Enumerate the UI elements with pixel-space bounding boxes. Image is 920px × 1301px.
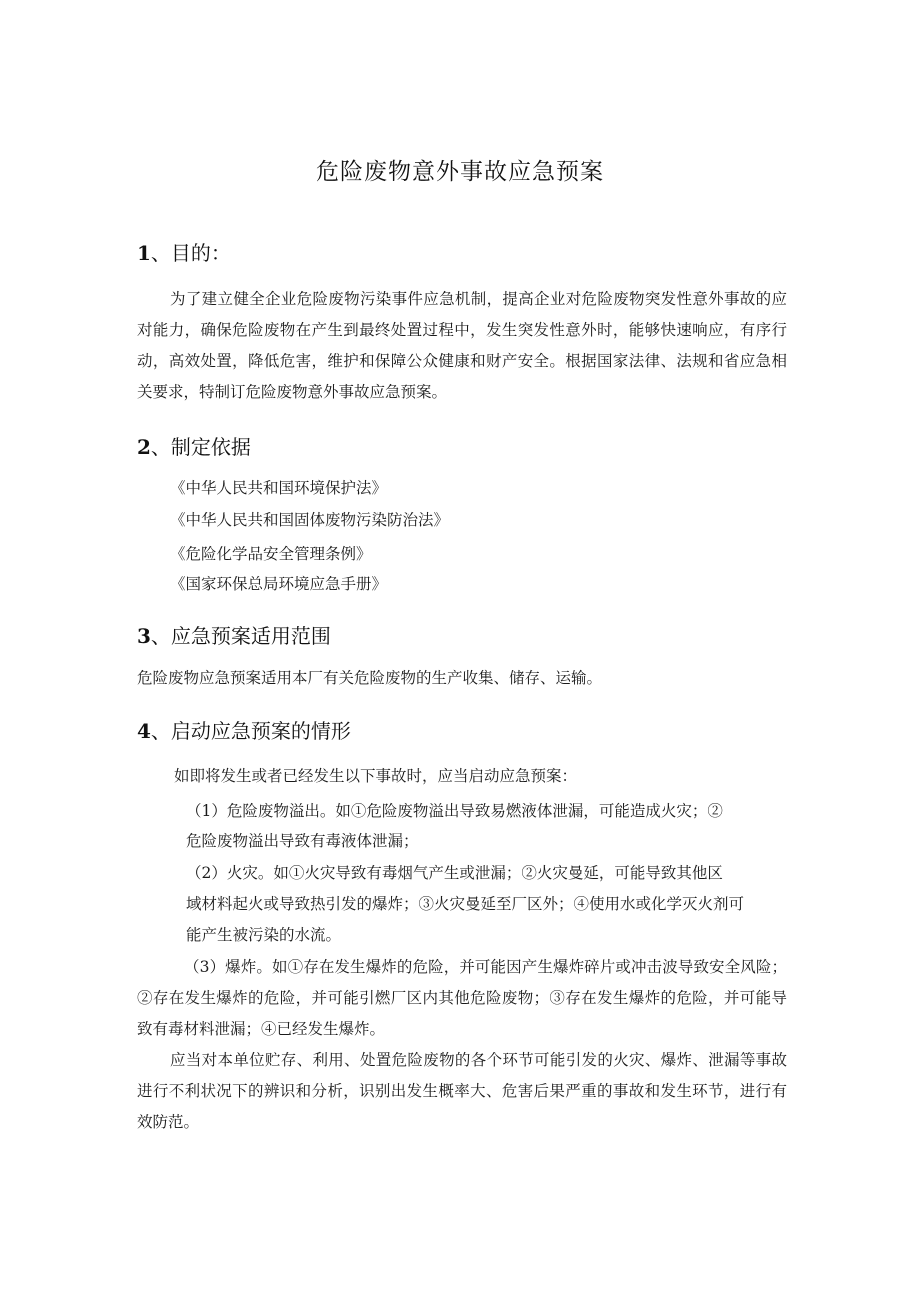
section-2-heading <box>137 431 251 460</box>
section-2-number: 2 <box>137 435 151 459</box>
basis-item-1: 《中华人民共和国环境保护法》 <box>170 479 388 497</box>
section-1-number: 1 <box>137 241 151 265</box>
section-1-heading <box>137 237 231 266</box>
basis-item-3: 《危险化学品安全管理条例》 <box>170 545 372 563</box>
section-3-heading <box>137 620 331 649</box>
section-4-number: 4 <box>137 719 151 743</box>
section-1-title: 目的： <box>170 241 231 265</box>
case-3-paragraph: （3）爆炸。如①存在发生爆炸的危险，并可能因产生爆炸碎片或冲击波导致安全风险；②存在发生爆炸的危险，并可能引燃厂区内其他危险废物；③存在发生爆炸的危险，并可能导致有毒材料泄漏；④已经发生爆炸。 <box>137 958 787 1038</box>
section-4-title: 启动应急预案的情形 <box>170 719 351 743</box>
section-4-closing: 应当对本单位贮存、利用、处置危险废物的各个环节可能引发的火灾、爆炸、泄漏等事故进行不利状况下的辨识和分析，识别出发生概率大、危害后果严重的事故和发生环节，进行有效防范。 <box>137 1051 787 1131</box>
basis-item-2: 《中华人民共和国固体废物污染防治法》 <box>170 511 450 529</box>
section-3-title: 应急预案适用范围 <box>170 624 331 648</box>
case-2-line-3: 能产生被污染的水流。 <box>186 926 342 944</box>
section-4-intro: 如即将发生或者已经发生以下事故时，应当启动应急预案： <box>174 767 578 785</box>
section-2-sep: 、 <box>150 435 171 459</box>
section-4-sep: 、 <box>150 719 171 743</box>
section-3-number: 3 <box>137 624 151 648</box>
section-2-title: 制定依据 <box>170 435 251 459</box>
case-1-line-2: 危险废物溢出导致有毒液体泄漏； <box>186 832 419 850</box>
section-1-sep: 、 <box>150 241 171 265</box>
section-3-sep: 、 <box>150 624 171 648</box>
case-1-line-1: （1）危险废物溢出。如①危险废物溢出导致易燃液体泄漏，可能造成火灾；② <box>186 802 723 820</box>
basis-item-4: 《国家环保总局环境应急手册》 <box>170 575 388 593</box>
section-3-paragraph: 危险废物应急预案适用本厂有关危险废物的生产收集、储存、运输。 <box>137 669 603 687</box>
case-2-line-2: 域材料起火或导致热引发的爆炸；③火灾曼延至厂区外；④使用水或化学灭火剂可 <box>186 895 745 913</box>
section-4-heading <box>137 715 351 744</box>
case-2-line-1: （2）火灾。如①火灾导致有毒烟气产生或泄漏；②火灾曼延，可能导致其他区 <box>186 864 723 882</box>
section-1-paragraph: 为了建立健全企业危险废物污染事件应急机制，提高企业对危险废物突发性意外事故的应对能力，确保危险废物在产生到最终处置过程中，发生突发性意外时，能够快速响应，有序行动，高效处置，降低危害，维护和保障公众健康和财产安全。根据国家法律、法规和省应急相关要求，特制订危险废物意外事故应急预案。 <box>137 290 787 401</box>
document-title: 危险废物意外事故应急预案 <box>316 159 604 185</box>
